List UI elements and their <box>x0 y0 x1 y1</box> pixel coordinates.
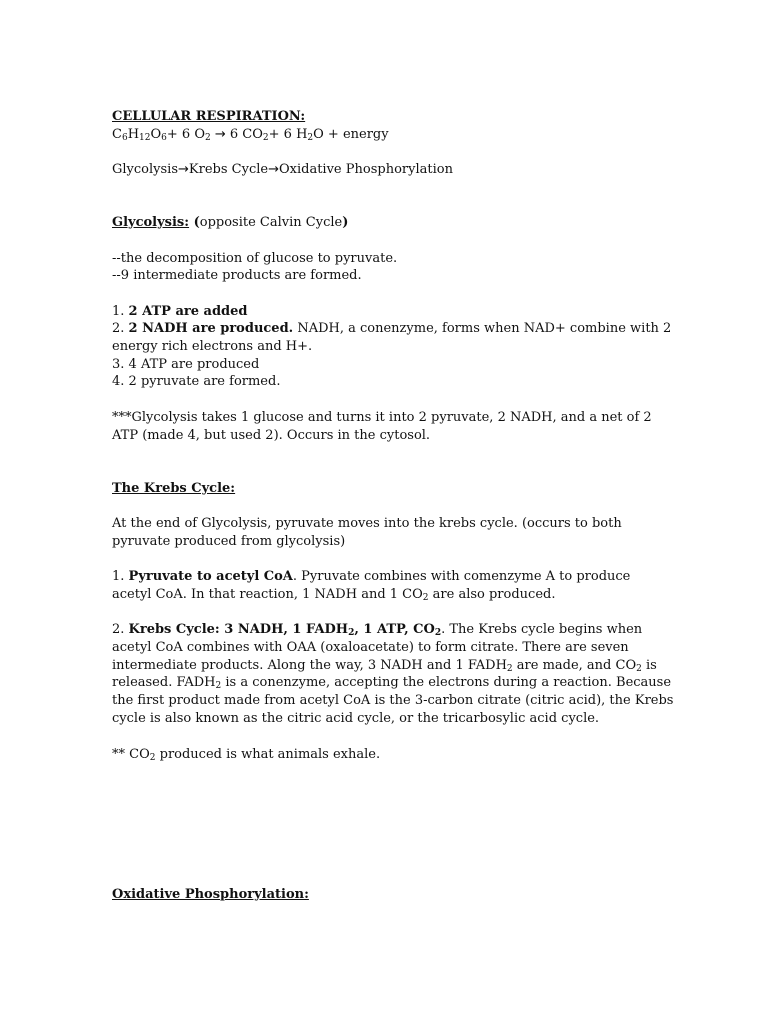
krebs-step-2-line: cycle is also known as the citric acid cycle, or the tricarbosylic acid cycle. <box>112 711 600 726</box>
glycolysis-step-4: 4. 2 pyruvate are formed. <box>112 374 281 389</box>
glycolysis-heading: Glycolysis: (opposite Calvin Cycle) <box>112 215 349 230</box>
glycolysis-step-2: 2. 2 NADH are produced. NADH, a conenzyme, forms when NAD+ combine with 2 <box>112 321 672 336</box>
respiration-equation: $C_6H_{12}O_6+ 6$ $O_2 \to 6$ $CO_2+ 6$ $H_2O$ + energy <box>112 127 389 143</box>
glycolysis-step-1: 1. 2 ATP are added <box>112 304 248 319</box>
glycolysis-note: ***Glycolysis takes 1 glucose and turns it into 2 pyruvate, 2 NADH, and a net of 2 <box>112 410 652 425</box>
krebs-heading: The Krebs Cycle: <box>112 481 236 496</box>
arrow-right-icon: → <box>178 162 189 177</box>
krebs-step-2: 2. Krebs Cycle: 3 NADH, 1 $FADH_2$, 1 ATP, $CO_2$. The Krebs cycle begins when <box>112 622 643 638</box>
arrow-right-icon: → <box>214 127 226 142</box>
krebs-intro-cont: pyruvate produced from glycolysis) <box>112 534 346 549</box>
krebs-step-1-cont: acetyl CoA. In that reaction, 1 NADH and 1 $CO_2$ are also produced. <box>112 587 556 603</box>
krebs-step-2-line: acetyl CoA combines with OAA (oxaloacetate) to form citrate. There are seven <box>112 640 629 655</box>
krebs-step-2-line: intermediate products. Along the way, 3 NADH and 1 $FADH_2$ are made, and $CO_2$ is <box>112 658 657 674</box>
krebs-intro: At the end of Glycolysis, pyruvate moves into the krebs cycle. (occurs to both <box>112 516 622 531</box>
krebs-note: ** $CO_2$ produced is what animals exhale. <box>112 747 381 763</box>
glycolysis-note-cont: ATP (made 4, but used 2). Occurs in the cytosol. <box>112 428 431 443</box>
arrow-right-icon: → <box>268 162 279 177</box>
page-title: CELLULAR RESPIRATION: <box>112 109 306 124</box>
oxidative-heading: Oxidative Phosphorylation: <box>112 887 309 902</box>
krebs-step-1: 1. Pyruvate to acetyl CoA. Pyruvate combines with comenzyme A to produce <box>112 569 631 584</box>
krebs-step-2-line: the first product made from acetyl CoA is the 3-carbon citrate (citric acid), the Krebs <box>112 693 674 708</box>
glycolysis-bullet: --the decomposition of glucose to pyruvate. <box>112 251 398 266</box>
krebs-step-2-line: released. $FADH_2$ is a conenzyme, accepting the electrons during a reaction. Because <box>112 675 672 691</box>
pathway-line: Glycolysis→Krebs Cycle→Oxidative Phosphorylation <box>112 162 453 177</box>
glycolysis-step-2-cont: energy rich electrons and H+. <box>112 339 313 354</box>
glycolysis-step-3: 3. 4 ATP are produced <box>112 357 260 372</box>
glycolysis-bullet: --9 intermediate products are formed. <box>112 268 362 283</box>
